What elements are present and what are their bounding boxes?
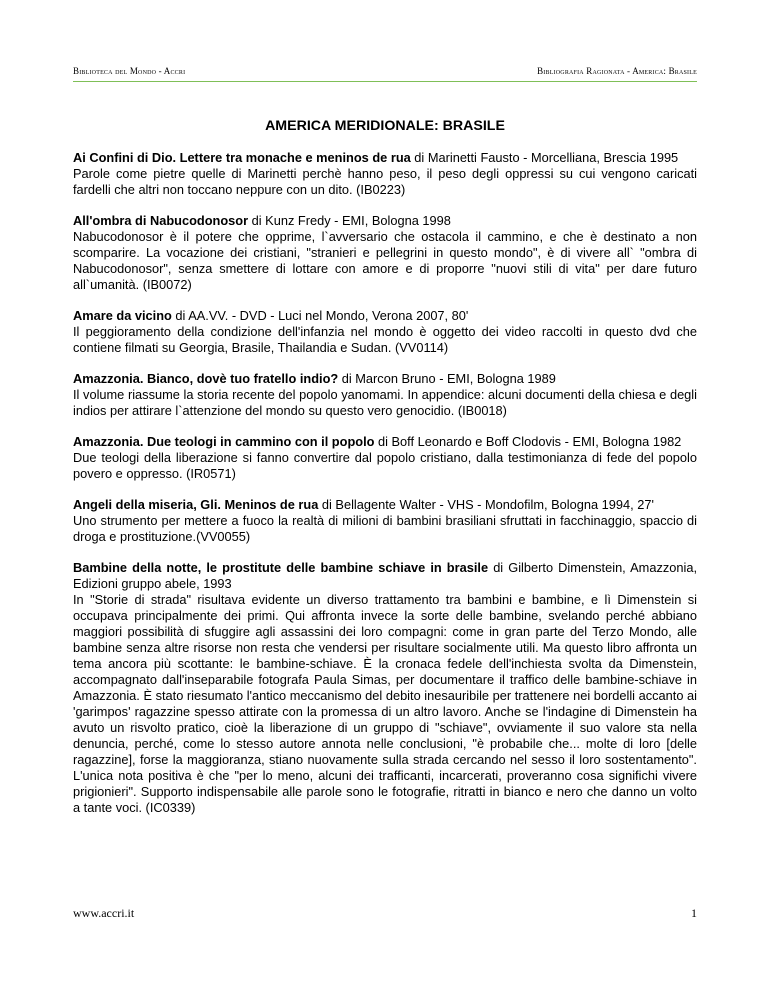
entry-description: Nabucodonosor è il potere che opprime, l`avversario che ostacola il cammino, e che è destinato a non scomparire. La vocazione dei cristiani, "stranieri e pellegrini in questo mondo", è di vivere all` "ombra di Nabucodonosor", senza smettere di lottare con amore e di proporre "nuovi stili di vita" per dare futuro all`umanità. (IB0072)	[73, 229, 697, 292]
entry-description: Il peggioramento della condizione dell'infanzia nel mondo è oggetto dei video raccolti in questo dvd che contiene filmati su Georgia, Brasile, Thailandia e Sudan. (VV0114)	[73, 324, 697, 355]
entry-info: di Marinetti Fausto - Morcelliana, Brescia 1995	[410, 150, 679, 165]
header-divider	[73, 81, 697, 82]
header-left: Biblioteca del Mondo - Accri	[73, 66, 186, 76]
bibliography-entry	[73, 308, 697, 356]
entry-description: Uno strumento per mettere a fuoco la realtà di milioni di bambini brasiliani sfruttati in facchinaggio, spaccio di droga e prostituzione.(VV0055)	[73, 513, 697, 544]
page-header	[73, 66, 697, 82]
entry-info: di AA.VV. - DVD - Luci nel Mondo, Verona 2007, 80'	[171, 308, 469, 323]
bibliography-entry	[73, 560, 697, 816]
entry-title: Bambine della notte, le prostitute delle bambine schiave in brasile	[73, 560, 489, 575]
bibliography-entry	[73, 213, 697, 293]
entry-info: di Kunz Fredy - EMI, Bologna 1998	[248, 213, 451, 228]
bibliography-entry	[73, 434, 697, 482]
header-right: Bibliografia Ragionata - America: Brasile	[537, 66, 697, 76]
entry-title: All'ombra di Nabucodonosor	[73, 213, 249, 228]
page-content	[73, 118, 697, 831]
entry-title: Amazzonia. Bianco, dovè tuo fratello indio?	[73, 371, 339, 386]
footer-website: www.accri.it	[73, 906, 135, 920]
entry-description: Parole come pietre quelle di Marinetti perchè hanno peso, il peso degli oppressi su cui vengono caricati fardelli che altri non toccano neppure con un dito. (IB0223)	[73, 166, 697, 197]
entry-description: Due teologi della liberazione si fanno convertire dal popolo cristiano, dalla testimonianza di fede del popolo povero e oppresso. (IR0571)	[73, 450, 697, 481]
page-number: 1	[691, 906, 697, 920]
entry-title: Amazzonia. Due teologi in cammino con il popolo	[73, 434, 375, 449]
entry-description: In "Storie di strada" risultava evidente un diverso trattamento tra bambini e bambine, e lì Dimenstein si occupava principalmente dei primi. Qui affronta invece la sorte delle bambine, svelando perché abbiano maggiori possibilità di sfuggire agli assassini dei loro compagni: come in gran parte del Terzo Mondo, alle bambine senza altre risorse non resta che vendersi per risultare socialmente utili. Ma questo libro affronta un tema ancora più scottante: le bambine-schiave. È la cronaca fedele dell'inchiesta svolta da Dimenstein, accompagnato dall'inseparabile fotografa Paula Simas, per documentare il traffico delle bambine-schiave in Amazzonia. È stato riesumato l'antico meccanismo del debito inesauribile per trattenere nei bordelli accanto ai 'garimpos' ragazzine spesso attirate con la promessa di un altro lavoro. Anche se l'indagine di Dimenstein ha avuto un risvolto pratico, cioè la liberazione di un gruppo di "schiave", ovviamente il suo valore sta nella denuncia, perché, come lo stesso autore annota nelle conclusioni, "è probabile che... molte di loro [delle ragazzine], forse la maggioranza, stiano nuovamente sulla strada cercando nel sesso il loro sostentamento". L'unica nota positiva è che "per lo meno, alcuni dei trafficanti, incarcerati, proveranno cosa significhi vivere prigionieri". Supporto indispensabile alle parole sono le fotografie, ritratti in bianco e nero che danno un volto a tante voci. (IC0339)	[73, 592, 697, 815]
entry-description: Il volume riassume la storia recente del popolo yanomami. In appendice: alcuni documenti della chiesa e degli indios per attirare l`attenzione del mondo su questo vero genocidio. (IB0018)	[73, 387, 697, 418]
entry-info: di Bellagente Walter - VHS - Mondofilm, Bologna 1994, 27'	[318, 497, 654, 512]
entry-title: Ai Confini di Dio. Lettere tra monache e meninos de rua	[73, 150, 411, 165]
page-title: AMERICA MERIDIONALE: BRASILE	[265, 118, 505, 134]
bibliography-entry	[73, 371, 697, 419]
entry-title: Amare da vicino	[73, 308, 172, 323]
entry-info: di Gilberto Dimenstein, Amazzonia, Edizioni gruppo abele, 1993	[73, 560, 698, 591]
entry-title: Angeli della miseria, Gli. Meninos de rua	[73, 497, 319, 512]
entry-info: di Marcon Bruno - EMI, Bologna 1989	[338, 371, 556, 386]
bibliography-entry	[73, 497, 697, 545]
bibliography-entry	[73, 150, 697, 198]
entry-info: di Boff Leonardo e Boff Clodovis - EMI, Bologna 1982	[374, 434, 682, 449]
